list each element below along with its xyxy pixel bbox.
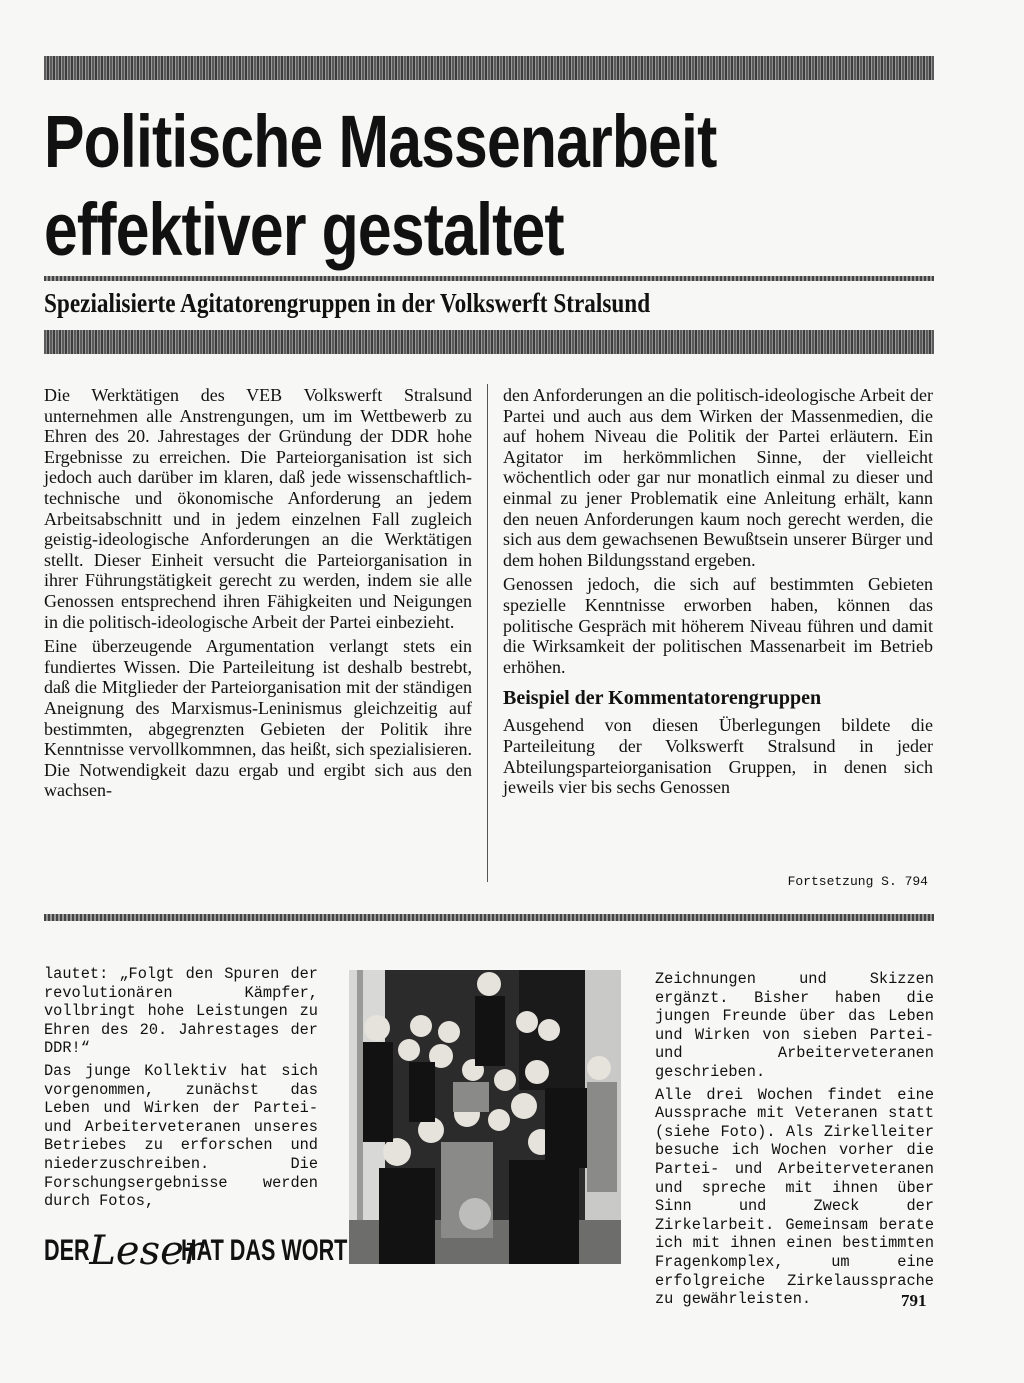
top-rule [44, 56, 934, 80]
headline [44, 98, 782, 274]
logo-text-left: DER [44, 1234, 90, 1267]
letter-paragraph: Alle drei Wochen findet eine Aussprache mit Veteranen statt (siehe Foto). Als Zirkelleiter besuche ich Wochen vorher die Partei- und Arbeiterveteranen und spreche mit ihnen über Sinn und Zweck der Zirkelarbeit. Gemeinsam berate ich mit ihnen einen bestimmten Fragenkomplex, um eine erfolgreiche Zirkelaussprache zu gewährleisten. [655, 1085, 934, 1309]
group-photo [349, 970, 621, 1264]
headline-rule [44, 276, 934, 281]
headline-line-1: Politische Massenarbeit [44, 100, 717, 183]
letter-paragraph: Zeichnungen und Skizzen ergänzt. Bisher haben die jungen Freunde über das Leben und Wirken von sieben Partei- und Arbeiterveteranen geschrieben. [655, 970, 934, 1081]
article-paragraph: den Anforderungen an die politisch-ideologische Arbeit der Partei und auch aus dem Wirken der Massenmedien, die auf hohem Niveau die Politik der Partei erläutern. Ein Agitator im herkömmlichen Sinne, der vielleicht wöchentlich oder gar nur monatlich einmal zu dieser und einmal zu jener Problematik eine Anleitung erhält, kann den neuen Anforderungen kaum noch gerecht werden, die sich aus dem gewachsenen Bewußtsein unserer Bürger und dem hohen Bildungsstand ergeben. [503, 385, 933, 570]
letter-paragraph: Das junge Kollektiv hat sich vorgenommen, zunächst das Leben und Wirken der Partei- und Arbeiterveteranen unseres Betriebes zu erforschen und niederzuschreiben. Die Forschungsergebnisse werden durch Fotos, [44, 1061, 318, 1211]
article-right-column [503, 385, 933, 802]
letter-right-column [655, 970, 934, 1313]
headline-line-2: effektiver gestaltet [44, 188, 564, 271]
subtitle-rule [44, 330, 934, 354]
article-paragraph: Genossen jedoch, die sich auf bestimmten Gebieten spezielle Kenntnisse erworben haben, können das politische Gespräch mit höherem Niveau führen und damit die Wirksamkeit der politischen Massenarbeit im Betrieb erhöhen. [503, 574, 933, 677]
letter-left-column [44, 965, 318, 1215]
continuation-note: Fortsetzung S. 794 [787, 874, 928, 889]
article-paragraph: Die Werktätigen des VEB Volkswerft Stralsund unternehmen alle Anstrengungen, um im Wettbewerb zu Ehren des 20. Jahrestages der Gründung der DDR hohe Ergebnisse zu erreichen. Die Parteiorganisation ist sich jedoch auch darüber im klaren, daß jede wissenschaftlich-technische und ökonomische Anforderung an jedem Arbeitsabschnitt und in jedem einzelnen Fall zugleich geistig-ideologische Anforderungen an die Werktätigen stellt. Dieser Einheit versucht die Parteiorganisation in ihrer Führungstätigkeit gerecht zu werden, indem sie alle Genossen entsprechend ihren Fähigkeiten und Neigungen in die politisch-ideologische Arbeit der Partei einbezieht. [44, 385, 472, 632]
page-number: 791 [901, 1291, 927, 1310]
section-divider-rule [44, 914, 934, 921]
logo-text-right: HAT DAS WORT [180, 1234, 348, 1267]
article-left-column [44, 385, 472, 805]
logo-script: Leser [89, 1228, 203, 1274]
subtitle: Spezialisierte Agitatorengruppen in der Volkswerft Stralsund [44, 288, 651, 318]
reader-column-logo [44, 1225, 348, 1277]
letter-paragraph: lautet: „Folgt den Spuren der revolutionären Kämpfer, vollbringt hohe Leistungen zu Ehren des 20. Jahrestages der DDR!“ [44, 965, 318, 1058]
article-paragraph: Eine überzeugende Argumentation verlangt stets ein fundiertes Wissen. Die Parteileitung ist deshalb bestrebt, daß die Mitglieder der Parteiorganisation mit der ständigen Aneignung des Marxismus-Leninismus gleichzeitig auf bestimmten, abgegrenzten Gebieten der Politik ihre Kenntnisse vervollkommnen, das heißt, sich spezialisieren. Die Notwendigkeit dazu ergab und ergibt sich aus den wachsen- [44, 636, 472, 801]
group-photo-image [349, 970, 621, 1264]
column-divider [487, 384, 488, 882]
article-paragraph: Ausgehend von diesen Überlegungen bildete die Parteileitung der Volkswerft Stralsund in jeder Abteilungsparteiorganisation Gruppen, in denen sich jeweils vier bis sechs Genossen [503, 715, 933, 798]
section-heading: Beispiel der Kommentatorengruppen [503, 687, 822, 710]
